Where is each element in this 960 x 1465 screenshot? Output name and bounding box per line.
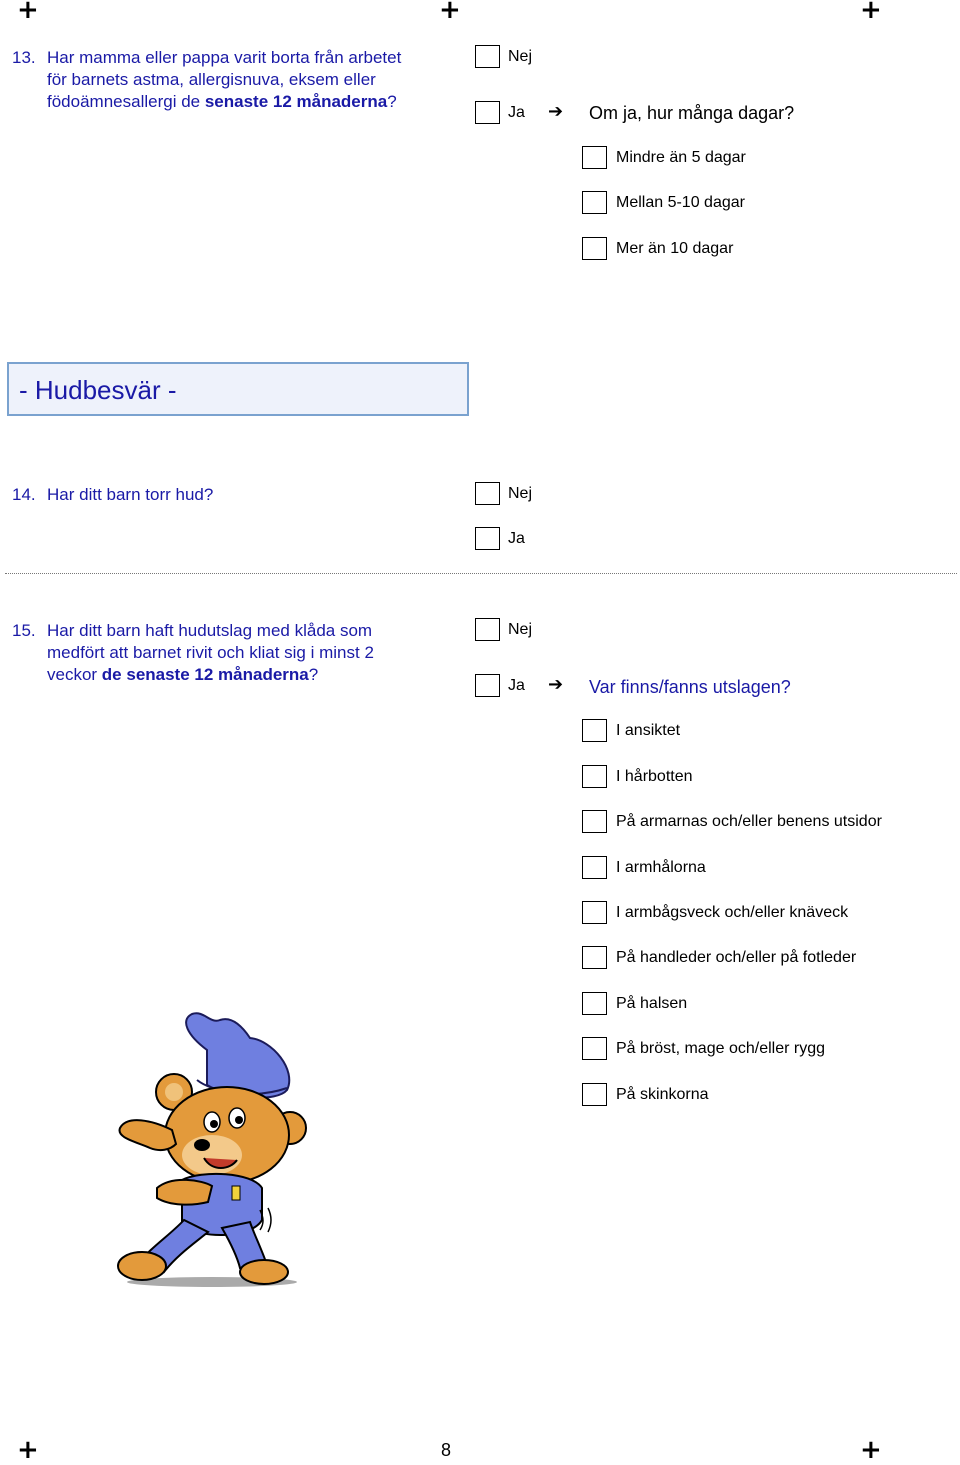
q15-sub-label-7: På bröst, mage och/eller rygg (616, 1040, 825, 1057)
bear-mascot-illustration (112, 1010, 312, 1295)
q15-sub-label-8: På skinkorna (616, 1086, 709, 1103)
registration-mark-bottom-right: + (860, 1435, 882, 1465)
question-text: Har ditt barn torr hud? (47, 485, 214, 504)
question-text: Har mamma eller pappa varit borta från arbetet för barnets astma, allergisnuva, eksem eller födoämnesallergi de senaste 12 månaderna? (47, 48, 402, 111)
q15-no-checkbox[interactable] (475, 618, 500, 641)
q15-sub-checkbox-4[interactable] (582, 901, 607, 924)
q13-sub-label-0: Mindre än 5 dagar (616, 149, 746, 166)
page-number: 8 (441, 1440, 452, 1460)
arrow-right-icon: ➔ (548, 101, 564, 122)
q15-sub-label-0: I ansiktet (616, 722, 681, 739)
question-number: 15. (12, 621, 36, 640)
q13-sub-checkbox-0[interactable] (582, 146, 607, 169)
q15-sub-label-4: I armbågsveck och/eller knäveck (616, 904, 849, 921)
divider (5, 573, 957, 574)
registration-mark-bottom-left: + (17, 1435, 39, 1465)
q13-no-label: Nej (508, 48, 533, 65)
q15-sub-checkbox-1[interactable] (582, 765, 607, 788)
q15-sub-label-5: På handleder och/eller på fotleder (616, 949, 857, 966)
question-number: 14. (12, 485, 36, 504)
q13-yes-label: Ja (508, 104, 525, 121)
q15-sub-checkbox-6[interactable] (582, 992, 607, 1015)
q15-sub-label-3: I armhålorna (616, 859, 706, 876)
q15-sub-label-1: I hårbotten (616, 768, 693, 785)
registration-mark-top-center: + (439, 0, 461, 25)
q15-sub-checkbox-8[interactable] (582, 1083, 607, 1106)
question-text: Har ditt barn haft hudutslag med klåda som medfört att barnet rivit och kliat sig i minst 2 veckor de senaste 12 månaderna? (47, 621, 374, 684)
q14-yes-checkbox[interactable] (475, 527, 500, 550)
registration-mark-top-left: + (17, 0, 39, 25)
q15-no-label: Nej (508, 621, 533, 638)
q15-followup: Var finns/fanns utslagen? (589, 677, 791, 697)
q15-sub-checkbox-7[interactable] (582, 1037, 607, 1060)
q13-yes-checkbox[interactable] (475, 101, 500, 124)
q13-sub-label-1: Mellan 5-10 dagar (616, 194, 745, 211)
q15-yes-checkbox[interactable] (475, 674, 500, 697)
arrow-right-icon: ➔ (548, 674, 564, 695)
q13-followup: Om ja, hur många dagar? (589, 103, 795, 123)
q15-sub-checkbox-3[interactable] (582, 856, 607, 879)
q13-sub-label-2: Mer än 10 dagar (616, 240, 734, 257)
registration-mark-top-right: + (860, 0, 882, 25)
q14-no-checkbox[interactable] (475, 482, 500, 505)
question-number: 13. (12, 48, 36, 67)
q15-sub-checkbox-2[interactable] (582, 810, 607, 833)
section-title: - Hudbesvär - (19, 375, 177, 405)
q15-sub-label-2: På armarnas och/eller benens utsidor (616, 813, 882, 830)
q15-sub-label-6: På halsen (616, 995, 688, 1012)
q15-sub-checkbox-5[interactable] (582, 946, 607, 969)
q13-sub-checkbox-2[interactable] (582, 237, 607, 260)
q15-sub-checkbox-0[interactable] (582, 719, 607, 742)
section-header (7, 362, 469, 416)
q15-yes-label: Ja (508, 677, 525, 694)
q14-no-label: Nej (508, 485, 533, 502)
q13-no-checkbox[interactable] (475, 45, 500, 68)
q13-sub-checkbox-1[interactable] (582, 191, 607, 214)
q14-yes-label: Ja (508, 530, 525, 547)
